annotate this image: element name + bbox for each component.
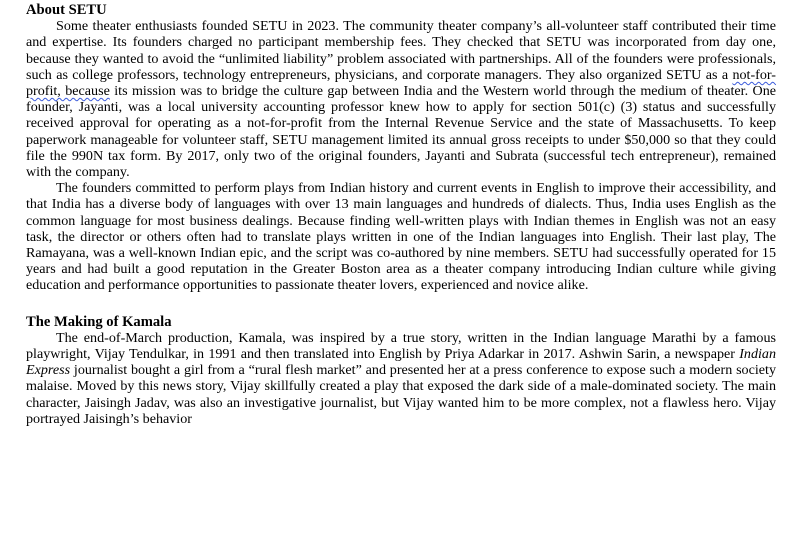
section-heading-about-setu: About SETU: [26, 2, 107, 18]
spellcheck-flagged-text[interactable]: not-for-profit, because: [26, 66, 776, 100]
paragraph-making-of-kamala-1: [26, 330, 776, 427]
paragraph-about-setu-1: [26, 18, 776, 180]
text-run: its mission was to bridge the culture gap between India and the Western world through the medium of theater. One founder, Jayanti, was a local university accounting professor knew how to apply for section 501(c) (3) status and successfully received approval for operating as a not-for-profit from the Internal Revenue Service and the state of Massachusetts. To keep paperwork manageable for volunteer staff, SETU management limited its annual gross receipts to under $50,000 so that they could file the 990N tax form. By 2017, only two of the original founders, Jayanti and Subrata (successful tech entrepreneur), remained with the company.: [26, 83, 776, 181]
paragraph-spacer: [26, 294, 776, 314]
text-run: journalist bought a girl from a “rural flesh market” and presented her at a press conference to expose such a modern society malaise. Moved by this news story, Vijay skillfully created a play that exposed the dark side of a male-dominated society. The main character, Jaisingh Jadav, was also an investigative journalist, but Vijay wanted him to be more complex, not a flawless hero. Vijay portrayed Jaisingh’s behavior: [26, 362, 776, 427]
paragraph-about-setu-2: The founders committed to perform plays from Indian history and current events in English to improve their accessibility, and that India has a diverse body of languages with over 13 main languages and hundreds of dialects. Thus, India uses English as the common language for most business dealings. Because finding well-written plays with Indian themes in English was not an easy task, the director or others often had to translate plays written in one of the Indian languages into English. Their last play, The Ramayana, was a well-known Indian epic, and the script was co-authored by nine members. SETU had successfully operated for 15 years and had built a good reputation in the Greater Boston area as a theater company introducing Indian culture while giving education and performance opportunities to passionate theater lovers, experienced and novice alike.: [26, 180, 776, 294]
section-heading-making-of-kamala: The Making of Kamala: [26, 313, 172, 330]
document-page: [26, 2, 776, 427]
italic-publication-name: Indian Express: [26, 346, 776, 379]
text-run: The end-of-March production, Kamala, was inspired by a true story, written in the Indian language Marathi by a famous playwright, Vijay Tendulkar, in 1991 and then translated into English by Priya Adarkar in 2017. Ashwin Sarin, a newspaper: [26, 329, 776, 363]
text-run: Some theater enthusiasts founded SETU in 2023. The community theater company’s all-volunteer staff contributed their time and expertise. Its founders charged no participant membership fees. They checked that SETU was incorporated from day one, because they wanted to avoid the “unlimited liability” problem associated with partnerships. All of the founders were professionals, such as college professors, technology entrepreneurs, physicians, and corporate managers. They also organized SETU as a: [26, 18, 776, 83]
